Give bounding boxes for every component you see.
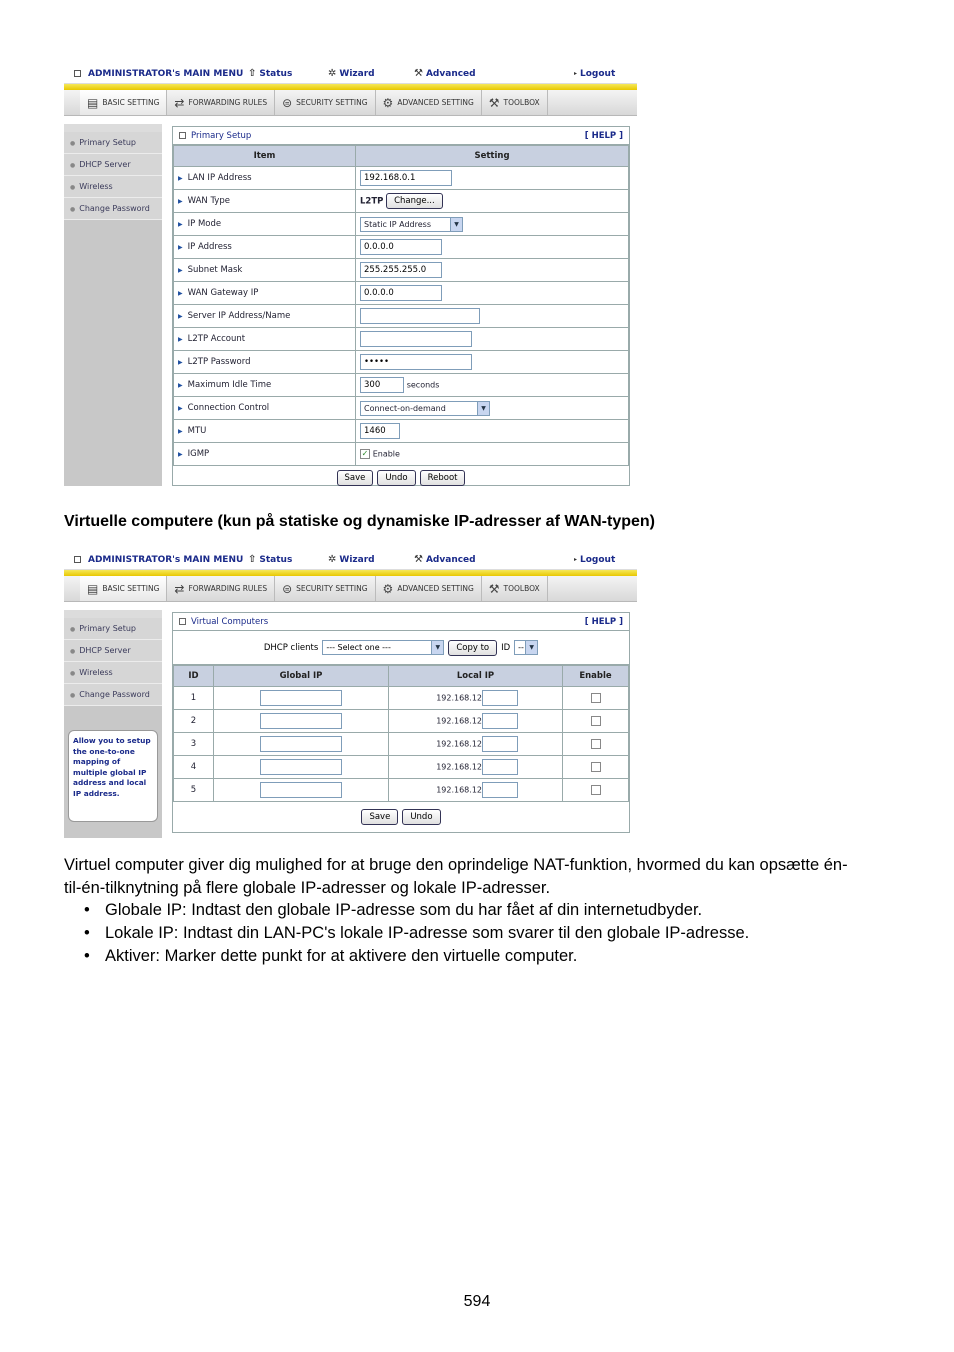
tab-security-setting[interactable]: ⊜ SECURITY SETTING [275,576,375,601]
table-row: ▶ MTU 1460 [174,420,629,443]
col-item: Item [174,146,356,167]
table-row: 2 192.168.12 [174,710,629,733]
toolbox-icon: ⚒ [488,95,500,110]
enable-checkbox[interactable] [591,716,601,726]
table-row: ▶ IP Address 0.0.0.0 [174,236,629,259]
id-select[interactable]: -- ▼ [514,640,538,655]
chevron-down-icon: ▼ [525,641,537,654]
lan-ip-input[interactable]: 192.168.0.1 [360,170,452,186]
virtual-computers-table [173,665,629,802]
sidebar-item-primary-setup[interactable]: ● Primary Setup [64,132,162,154]
button-row [173,802,629,832]
advanced-icon: ⚒ [414,554,423,565]
table-row: ▶ Server IP Address/Name [174,305,629,328]
sidebar-item-wireless[interactable]: ● Wireless [64,176,162,198]
advanced-icon: ⚒ [414,68,423,79]
basic-setting-icon: ▤ [87,581,99,596]
global-ip-input[interactable] [260,713,342,729]
description-paragraph: Virtuel computer giver dig mulighed for at bruge den oprindelige NAT-funktion, hvormed du kan opsætte én-til-én-tilknytning på flere globale IP-adresser og lokale IP-adresser. [64,856,848,897]
status-link[interactable]: ⇧ Status [248,554,293,565]
connection-control-select[interactable]: Connect-on-demand ▼ [360,401,490,416]
col-id: ID [174,666,214,687]
server-ip-input[interactable] [360,308,480,324]
table-row: ▶ Maximum Idle Time 300 seconds [174,374,629,397]
chevron-down-icon: ▼ [450,218,462,231]
status-link[interactable]: ⇧ Status [248,68,293,79]
menu-square-icon [74,70,81,77]
global-ip-input[interactable] [260,690,342,706]
tab-basic-setting[interactable]: ▤ BASIC SETTING [80,90,167,115]
tab-security-setting[interactable]: ⊜ SECURITY SETTING [275,90,375,115]
idle-time-input[interactable]: 300 [360,377,404,393]
chevron-down-icon: ▼ [477,402,489,415]
chevron-down-icon: ▼ [431,641,443,654]
list-item: • Lokale IP: Indtast din LAN-PC's lokale IP-adresse som svarer til den globale IP-adresse. [84,924,750,942]
copy-to-button[interactable]: Copy to [448,640,497,656]
main-menu-link[interactable]: ADMINISTRATOR's MAIN MENU [64,69,248,79]
page-number: 594 [463,1293,491,1310]
panel-square-icon [179,618,186,625]
subnet-mask-input[interactable]: 255.255.255.0 [360,262,442,278]
virtual-computers-screenshot [64,550,637,838]
idle-unit: seconds [406,380,440,390]
sidebar-item-dhcp-server[interactable]: ● DHCP Server [64,640,162,662]
sidebar-item-change-password[interactable]: ● Change Password [64,198,162,220]
panel-title-bar [173,127,629,145]
wizard-icon: ✲ [328,554,337,565]
local-ip-input[interactable] [482,782,518,798]
local-ip-input[interactable] [482,713,518,729]
table-row: 1 192.168.12 [174,687,629,710]
tab-forwarding-rules[interactable]: ⇄ FORWARDING RULES [167,90,275,115]
l2tp-account-input[interactable] [360,331,472,347]
status-icon: ⇧ [248,68,257,79]
forwarding-icon: ⇄ [174,581,185,596]
sidebar-item-wireless[interactable]: ● Wireless [64,662,162,684]
col-local-ip: Local IP [389,666,563,687]
enable-checkbox[interactable] [591,762,601,772]
wan-gateway-input[interactable]: 0.0.0.0 [360,285,442,301]
table-row: ▶ IP Mode Static IP Address ▼ [174,213,629,236]
section-heading: Virtuelle computere (kun på statiske og dynamiske IP-adresser af WAN-typen) [64,513,655,530]
panel-title: Virtual Computers [191,616,269,627]
main-menu-link[interactable]: ADMINISTRATOR's MAIN MENU [64,555,248,565]
list-item: • Globale IP: Indtast den globale IP-adresse som du har fået af din internetudbyder. [84,901,703,919]
wan-type-value: L2TP [360,196,384,207]
local-ip-input[interactable] [482,690,518,706]
panel-square-icon [179,132,186,139]
panel-title: Primary Setup [191,130,252,141]
igmp-enable-checkbox[interactable]: ✓ [361,448,369,458]
undo-button[interactable]: Undo [377,470,415,486]
virtual-computers-panel [172,612,630,833]
global-ip-input[interactable] [260,759,342,775]
button-row [173,466,629,490]
menu-square-icon [74,556,81,563]
local-ip-input[interactable] [482,759,518,775]
table-row: ▶ LAN IP Address 192.168.0.1 [174,167,629,190]
local-ip-input[interactable] [482,736,518,752]
logout-link[interactable]: ▸ Logout [574,554,616,565]
help-link[interactable]: [ HELP ] [584,616,623,627]
save-button[interactable]: Save [337,470,374,486]
toolbox-icon: ⚒ [488,581,500,596]
table-row: ▶ L2TP Password ••••• [174,351,629,374]
table-row: ▶ IGMP ✓ Enable [174,443,629,466]
sidebar [64,610,162,838]
table-row: 3 192.168.12 [174,733,629,756]
tab-advanced-setting[interactable]: ⚙ ADVANCED SETTING [376,576,482,601]
tab-forwarding-rules[interactable]: ⇄ FORWARDING RULES [167,576,275,601]
advanced-setting-icon: ⚙ [382,95,394,110]
save-button[interactable]: Save [361,809,398,825]
wizard-link[interactable]: ✲ Wizard [328,554,375,565]
table-row: ▶ Subnet Mask 255.255.255.0 [174,259,629,282]
table-row: ▶ Connection Control Connect-on-demand ▼ [174,397,629,420]
forwarding-icon: ⇄ [174,95,185,110]
global-ip-input[interactable] [260,736,342,752]
change-button[interactable]: Change... [386,193,443,209]
enable-checkbox[interactable] [591,739,601,749]
primary-setup-screenshot [64,64,637,486]
l2tp-password-input[interactable]: ••••• [360,354,472,370]
enable-checkbox[interactable] [591,785,601,795]
table-row: ▶ L2TP Account [174,328,629,351]
tab-toolbox[interactable]: ⚒ TOOLBOX [482,90,548,115]
table-row: 5 192.168.12 [174,779,629,802]
list-item: • Aktiver: Marker dette punkt for at aktivere den virtuelle computer. [84,947,578,965]
sidebar-item-dhcp-server[interactable]: ● DHCP Server [64,154,162,176]
undo-button[interactable]: Undo [402,809,440,825]
col-setting: Setting [356,146,629,167]
sidebar-item-primary-setup[interactable]: ● Primary Setup [64,618,162,640]
bullet-list [84,899,749,968]
reboot-button[interactable]: Reboot [420,470,466,486]
logout-arrow-icon: ▸ [574,70,578,77]
wizard-link[interactable]: ✲ Wizard [328,68,375,79]
tab-advanced-setting[interactable]: ⚙ ADVANCED SETTING [376,90,482,115]
table-row: ▶ WAN Type L2TP Change... [174,190,629,213]
dhcp-clients-row: DHCP clients --- Select one --- ▼ Copy to ID -- ▼ [173,631,629,665]
logout-arrow-icon: ▸ [574,556,578,563]
ip-address-input[interactable]: 0.0.0.0 [360,239,442,255]
dhcp-clients-select[interactable]: --- Select one --- ▼ [322,640,444,655]
advanced-setting-icon: ⚙ [382,581,394,596]
router-top-menu [64,550,637,570]
help-tip-box: Allow you to setup the one-to-one mapping of multiple global IP address and local IP address. [68,730,158,822]
basic-setting-icon: ▤ [87,95,99,110]
tab-toolbox[interactable]: ⚒ TOOLBOX [482,576,548,601]
col-global-ip: Global IP [214,666,389,687]
main-tabs [64,90,637,116]
main-tabs [64,576,637,602]
router-top-menu [64,64,637,84]
table-row: ▶ WAN Gateway IP 0.0.0.0 [174,282,629,305]
sidebar [64,124,162,486]
advanced-link[interactable]: ⚒ Advanced [414,554,476,565]
advanced-link[interactable]: ⚒ Advanced [414,68,476,79]
table-row: 4 192.168.12 [174,756,629,779]
ip-mode-select[interactable]: Static IP Address ▼ [360,217,463,232]
sidebar-item-change-password[interactable]: ● Change Password [64,684,162,706]
global-ip-input[interactable] [260,782,342,798]
tab-basic-setting[interactable]: ▤ BASIC SETTING [80,576,167,601]
status-icon: ⇧ [248,554,257,565]
security-icon: ⊜ [282,95,293,110]
panel-title-bar [173,613,629,631]
logout-link[interactable]: ▸ Logout [574,68,616,79]
help-link[interactable]: [ HELP ] [584,130,623,141]
wizard-icon: ✲ [328,68,337,79]
mtu-input[interactable]: 1460 [360,423,400,439]
enable-checkbox[interactable] [591,693,601,703]
primary-setup-table [173,145,629,466]
security-icon: ⊜ [282,581,293,596]
col-enable: Enable [563,666,629,687]
primary-setup-panel [172,126,630,486]
